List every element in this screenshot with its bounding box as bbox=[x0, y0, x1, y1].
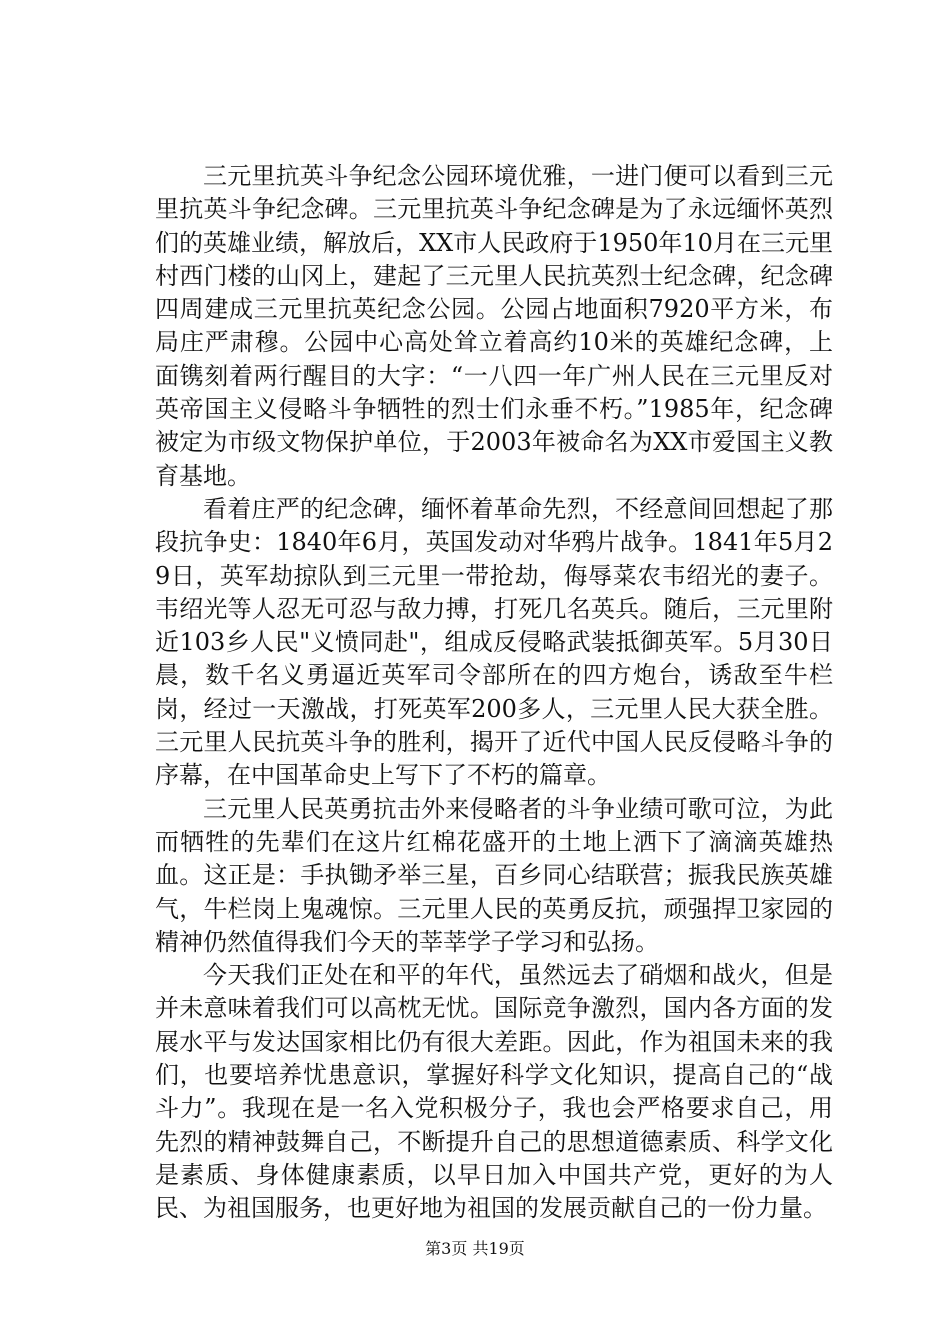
body-text bbox=[155, 160, 833, 1226]
paragraph-1: 三元里抗英斗争纪念公园环境优雅，一进门便可以看到三元里抗英斗争纪念碑。三元里抗英斗争纪念碑是为了永远缅怀英烈们的英雄业绩，解放后，XX市人民政府于1950年10月在三元里村西门楼的山冈上，建起了三元里人民抗英烈士纪念碑，纪念碑四周建成三元里抗英纪念公园。公园占地面积7920平方米，布局庄严肃穆。公园中心高处耸立着高约10米的英雄纪念碑，上面镌刻着两行醒目的大字：“一八四一年广州人民在三元里反对英帝国主义侵略斗争牺牲的烈士们永垂不朽。”1985年，纪念碑被定为市级文物保护单位，于2003年被命名为XX市爱国主义教育基地。 bbox=[155, 162, 833, 490]
page-number-footer: 第3页 共19页 bbox=[425, 1239, 525, 1258]
paragraph-2: 看着庄严的纪念碑，缅怀着革命先烈，不经意间回想起了那段抗争史：1840年6月，英国发动对华鸦片战争。1841年5月29日，英军劫掠队到三元里一带抢劫，侮辱菜农韦绍光的妻子。韦绍光等人忍无可忍与敌力搏，打死几名英兵。随后，三元里附近103乡人民"义愤同赴"，组成反侵略武装抵御英军。5月30日晨，数千名义勇逼近英军司令部所在的四方炮台，诱敌至牛栏岗，经过一天激战，打死英军200多人，三元里人民大获全胜。三元里人民抗英斗争的胜利，揭开了近代中国人民反侵略斗争的序幕，在中国革命史上写下了不朽的篇章。 bbox=[155, 494, 833, 790]
paragraph-4: 今天我们正处在和平的年代，虽然远去了硝烟和战火，但是并未意味着我们可以高枕无忧。国际竞争激烈，国内各方面的发展水平与发达国家相比仍有很大差距。因此，作为祖国未来的我们，也要培养忧患意识，掌握好科学文化知识，提高自己的“战斗力”。我现在是一名入党积极分子，我也会严格要求自己，用先烈的精神鼓舞自己，不断提升自己的思想道德素质、科学文化是素质、身体健康素质，以早日加入中国共产党，更好的为人民、为祖国服务，也更好地为祖国的发展贡献自己的一份力量。 bbox=[155, 961, 833, 1223]
paragraph-3: 三元里人民英勇抗击外来侵略者的斗争业绩可歌可泣，为此而牺牲的先辈们在这片红棉花盛开的土地上洒下了滴滴英雄热血。这正是：手执锄矛举三星，百乡同心结联营；振我民族英雄气，牛栏岗上鬼魂惊。三元里人民的英勇反抗，顽强捍卫家园的精神仍然值得我们今天的莘莘学子学习和弘扬。 bbox=[155, 794, 833, 956]
